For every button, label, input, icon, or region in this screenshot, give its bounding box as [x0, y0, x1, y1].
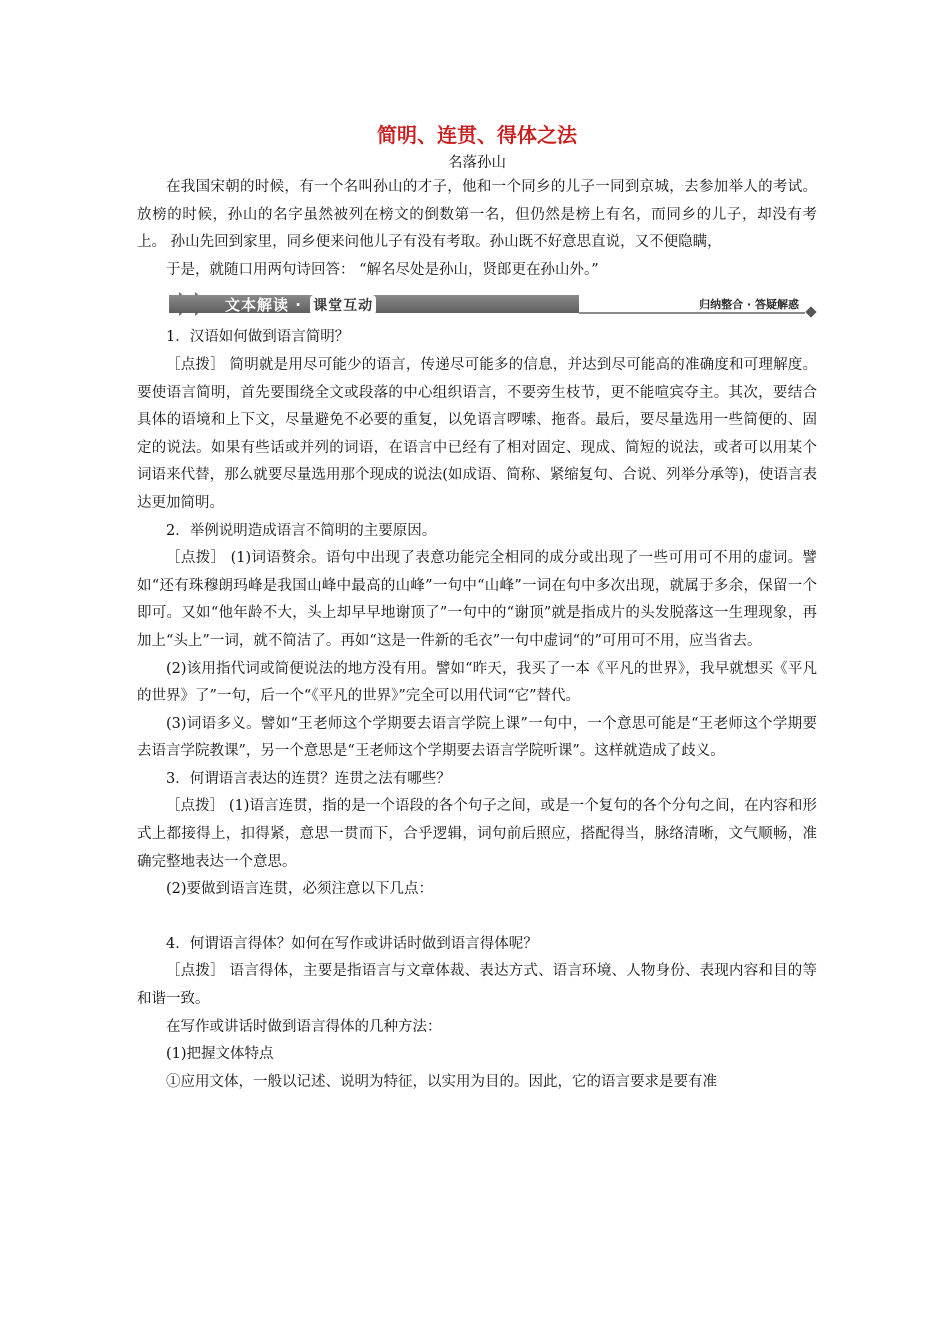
blank-space [137, 904, 817, 931]
question-heading: 4．何谓语言得体？如何在写作或讲话时做到语言得体呢？ [166, 935, 538, 952]
section-banner [137, 288, 817, 318]
answer-paragraph: ［点拨］ 语言得体，主要是指语言与文章体裁、表达方式、语言环境、人物身份、表现内容和目的等和谐一致。 [137, 963, 817, 1008]
banner-dot: · [295, 296, 302, 315]
answer-paragraph: (3)词语多义。譬如“王老师这个学期要去语言学院上课”一句中，一个意思可能是“王老师这个学期要去语言学院教课”，另一个意思是“王老师这个学期要去语言学院听课”。这样就造成了歧义。 [137, 715, 817, 760]
answer-paragraph: ①应用文体，一般以记述、说明为特征，以实用为目的。因此，它的语言要求是要有准 [166, 1073, 717, 1090]
banner-main: 文本解读 [225, 296, 290, 315]
question-heading: 1．汉语如何做到语言简明？ [166, 329, 350, 346]
answer-paragraph: (2)该用指代词或简便说法的地方没有用。譬如“昨天，我买了一本《平凡的世界》，我早就想买《平凡的世界》了”一句，后一个“《平凡的世界》”完全可以用代词“它”替代。 [137, 660, 817, 705]
banner-right-label: 归纳整合 · 答疑解惑 [699, 298, 799, 312]
answer-paragraph: ［点拨］ (1)语言连贯，指的是一个语段的各个句子之间，或是一个复句的各个分句之间，在内容和形式上都接得上，扣得紧，意思一贯而下，合乎逻辑，词句前后照应，搭配得当，脉络清晰，文气顺畅，准确完整地表达一个意思。 [137, 798, 817, 870]
answer-paragraph: (2)要做到语言连贯，必须注意以下几点： [166, 881, 434, 898]
answer-paragraph: (1)把握文体特点 [166, 1046, 274, 1063]
banner-rule [579, 312, 805, 314]
intro-paragraph: 于是，就随口用两句诗回答： “解名尽处是孙山，贤郎更在孙山外。” [166, 261, 599, 278]
story-title: 名落孙山 [448, 155, 506, 171]
diamond-icon [805, 307, 816, 318]
page-title: 简明、连贯、得体之法 [377, 123, 577, 147]
banner-sub: 课堂互动 [310, 295, 376, 315]
answer-paragraph: ［点拨］ 简明就是用尽可能少的语言，传递尽可能多的信息，并达到尽可能高的准确度和可理解度。要使语言简明，首先要围绕全文或段落的中心组织语言，不要旁生枝节，更不能喧宾夺主。其次，要结合具体的语境和上下文，尽量避免不必要的重复，以免语言啰嗦、拖沓。最后，要尽量选用一些简便的、固定的说法。如果有些话或并列的词语，在语言中已经有了相对固定、现成、简短的说法，或者可以用某个词语来代替，那么就要尽量选用那个现成的说法(如成语、简称、紧缩复句、合说、列举分承等)，使语言表达更加简明。 [137, 356, 817, 511]
answer-paragraph: ［点拨］ (1)词语赘余。语句中出现了表意功能完全相同的成分或出现了一些可用可不用的虚词。譬如“还有珠穆朗玛峰是我国山峰中最高的山峰”一句中“山峰”一词在句中多次出现，就属于多余，保留一个即可。又如“他年龄不大，头上却早早地谢顶了”一句中的“谢顶”就是指成片的头发脱落这一生理现象，再加上“头上”一词，就不简洁了。再如“这是一件新的毛衣”一句中虚词“的”可用可不用，应当省去。 [137, 550, 817, 649]
question-heading: 3．何谓语言表达的连贯？连贯之法有哪些？ [166, 770, 451, 787]
answer-paragraph: 在写作或讲话时做到语言得体的几种方法： [166, 1018, 442, 1035]
question-heading: 2．举例说明造成语言不简明的主要原因。 [166, 522, 437, 539]
intro-paragraph: 在我国宋朝的时候，有一个名叫孙山的才子，他和一个同乡的儿子一同到京城，去参加举人的考试。 放榜的时候，孙山的名字虽然被列在榜文的倒数第一名，但仍然是榜上有名，而同乡的儿子，却没有考上。 孙山先回到家里，同乡便来问他儿子有没有考取。孙山既不好意思直说，又不便隐瞒， [137, 179, 817, 251]
document-page [137, 118, 817, 1096]
banner-label [225, 294, 376, 315]
